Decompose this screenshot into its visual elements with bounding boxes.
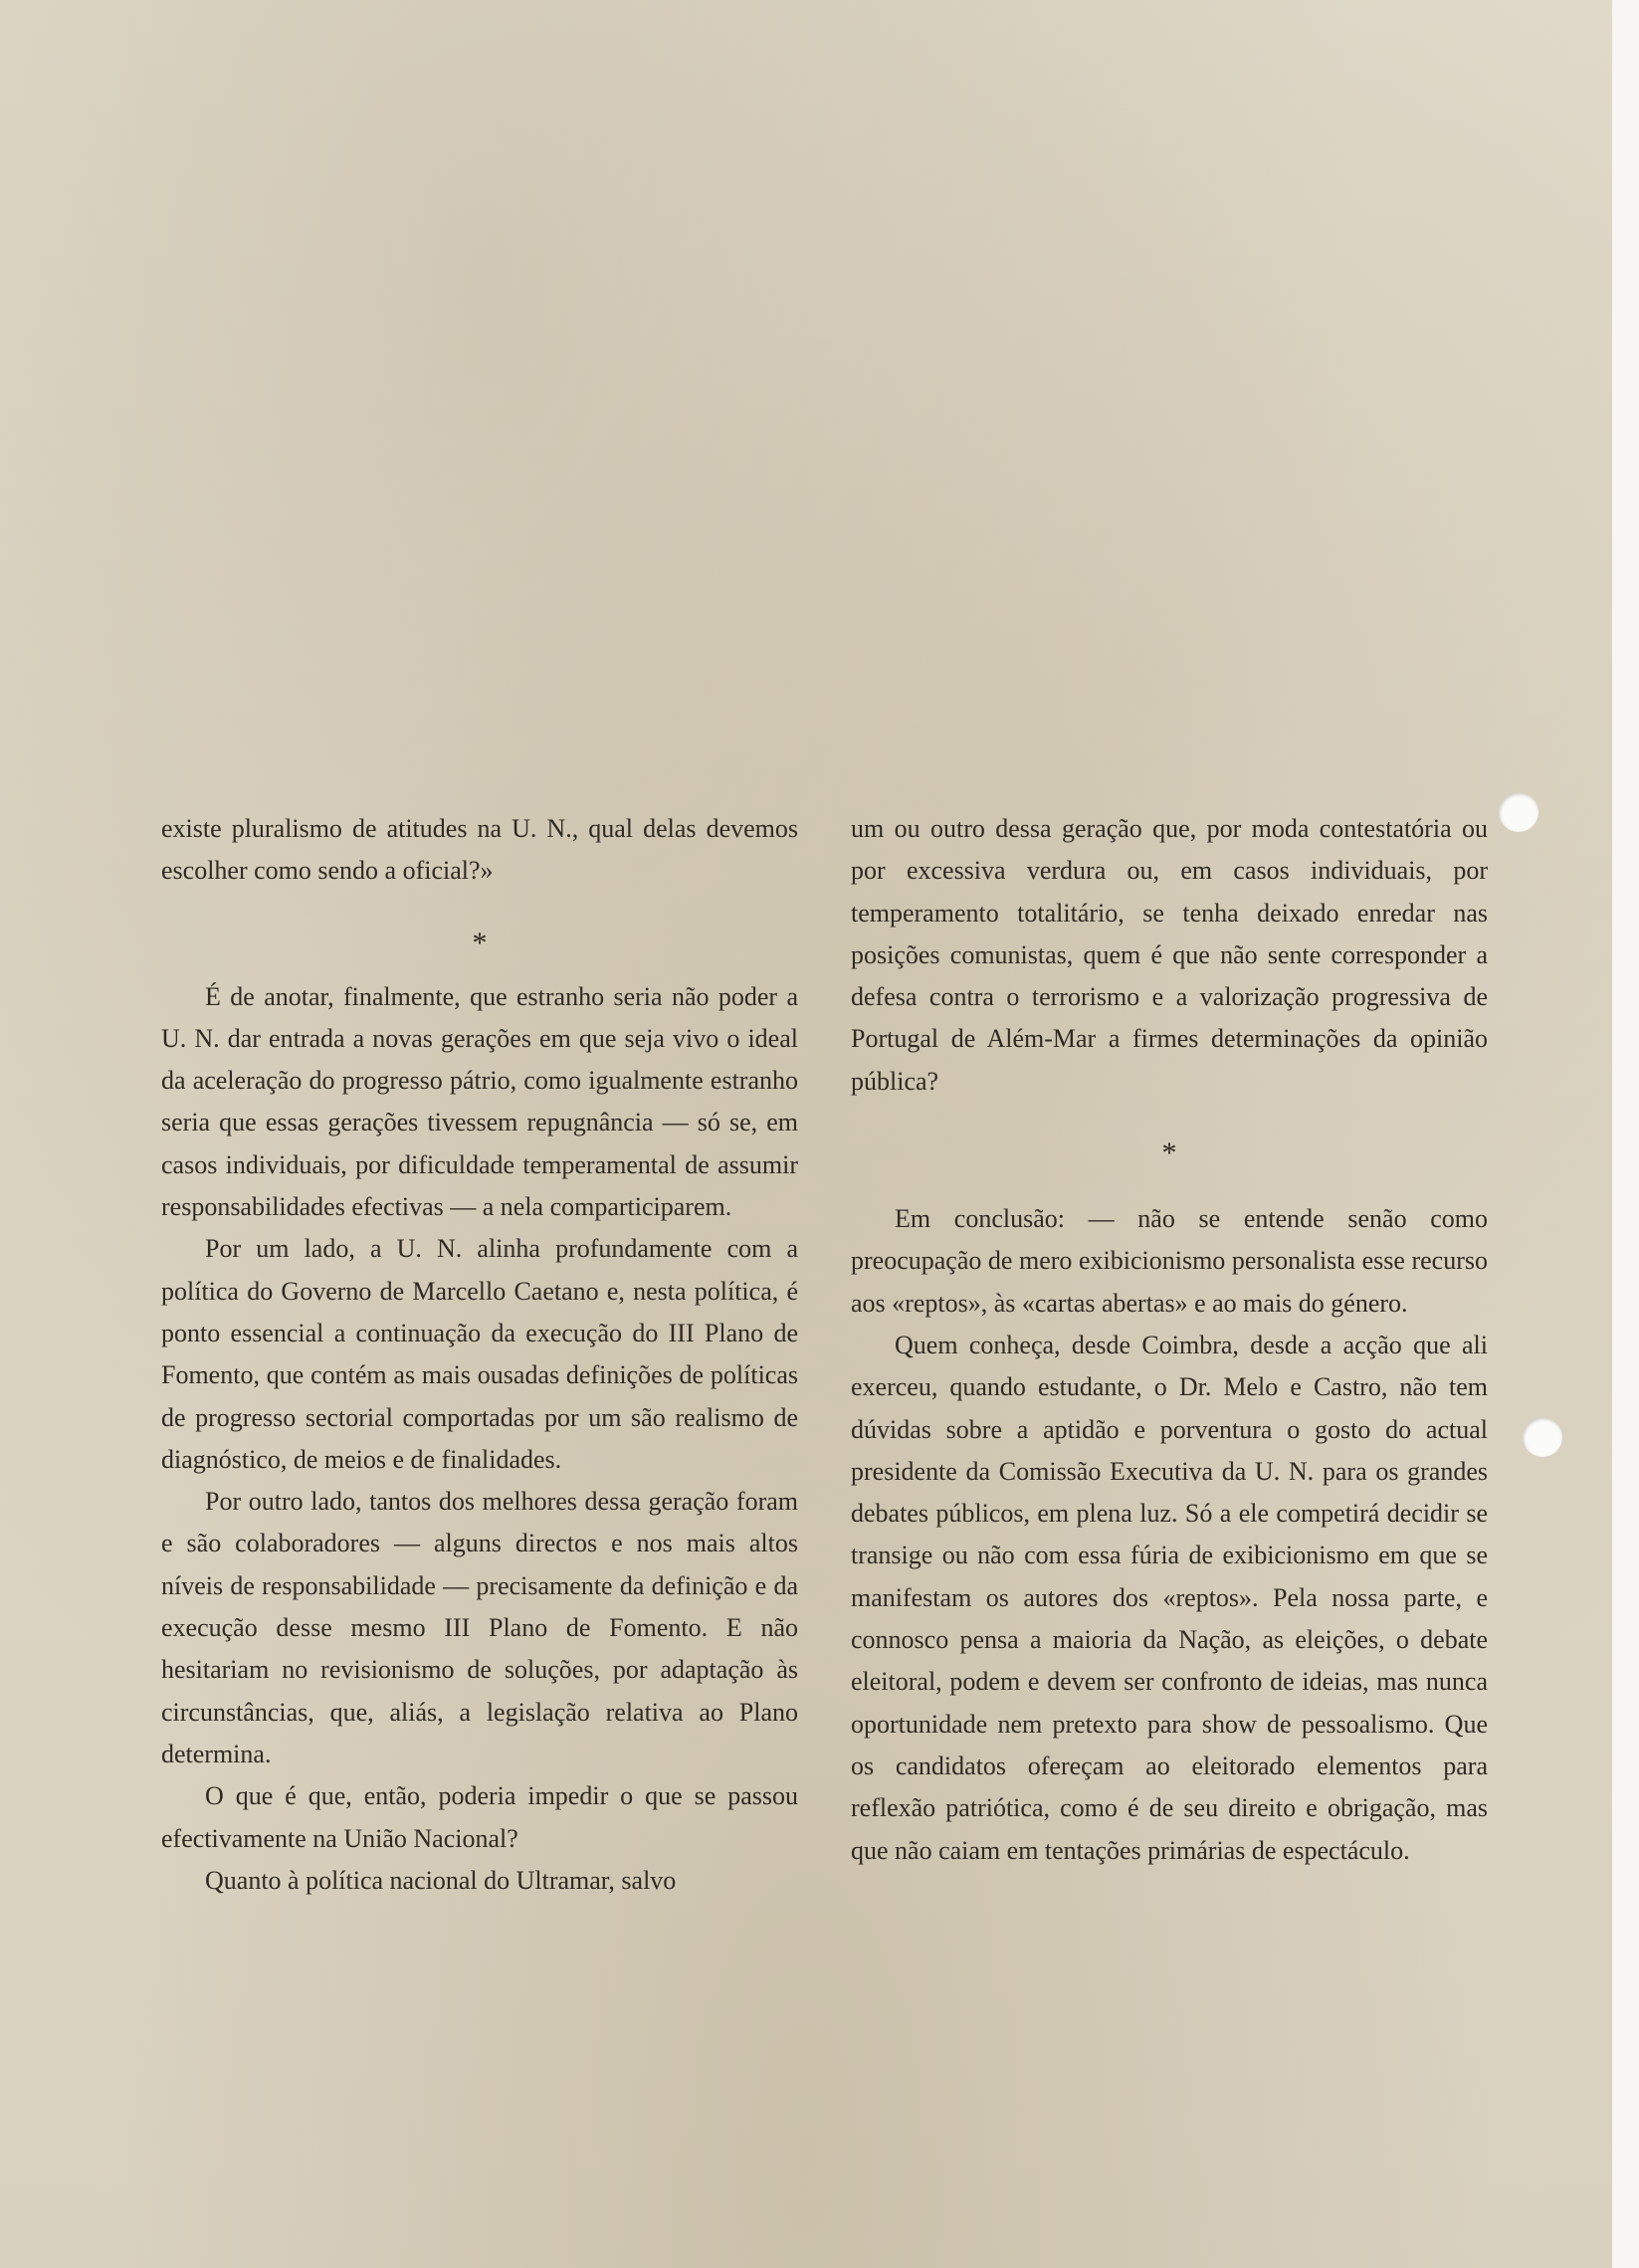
left-paragraph-6: Quanto à política nacional do Ultramar, salvo: [205, 1865, 677, 1895]
left-paragraph-1: existe pluralismo de atitudes na U. N., qual delas devemos escolher como sendo a oficial?»: [161, 814, 798, 886]
left-paragraph-3: Por um lado, a U. N. alinha profundamente com a política do Governo de Marcello Caetano e, nesta política, é ponto essencial a continuação da execução do III Plano de Fomento, que contém as mais ousadas definições de políticas de progresso sectorial comportadas por um são realismo de diagnóstico, de meios e de finalidades.: [161, 1234, 798, 1474]
scan-margin: [1612, 0, 1639, 2268]
right-paragraph-1: um ou outro dessa geração que, por moda contestatória ou por excessiva verdura ou, em casos individuais, por temperamento totalitário, se tenha deixado enredar nas posições comunistas, quem é que não sente corresponder a defesa contra o terrorismo e a valorização progressiva de Portugal de Além-Mar a firmes determinações da opinião pública?: [851, 814, 1488, 1096]
right-paragraph-2: Em conclusão: — não se entende senão como preocupação de mero exibicionismo personalista esse recurso aos «reptos», às «cartas abertas» e ao mais do género.: [851, 1204, 1488, 1318]
left-paragraph-4: Por outro lado, tantos dos melhores dessa geração foram e são colaboradores — alguns directos e nos mais altos níveis de responsabilidade — precisamente da definição e da execução desse mesmo III Plano de Fomento. E não hesitariam no revisionismo de soluções, por adaptação às circunstâncias, que, aliás, a legislação relativa ao Plano determina.: [161, 1487, 798, 1768]
left-column: [161, 808, 798, 1902]
section-separator-left: *: [472, 926, 488, 959]
section-separator-right: *: [1161, 1136, 1177, 1170]
right-column: [851, 808, 1488, 1872]
punch-hole-top: [1499, 792, 1538, 832]
punch-hole-bottom: [1523, 1417, 1562, 1457]
left-paragraph-5: O que é que, então, poderia impedir o que se passou efectivamente na União Nacional?: [161, 1781, 798, 1853]
right-paragraph-3: Quem conheça, desde Coimbra, desde a acção que ali exerceu, quando estudante, o Dr. Melo e Castro, não tem dúvidas sobre a aptidão e porventura o gosto do actual presidente da Comissão Executiva da U. N. para os grandes debates públicos, em plena luz. Só a ele competirá decidir se transige ou não com essa fúria de exibicionismo em que se manifestam os autores dos «reptos». Pela nossa parte, e connosco pensa a maioria da Nação, as eleições, o debate eleitoral, podem e devem ser confronto de ideias, mas nunca oportunidade nem pretexto para show de pessoalismo. Que os candidatos ofereçam ao eleitorado elementos para reflexão patriótica, como é de seu direito e obrigação, mas que não caiam em tentações primárias de espectáculo.: [851, 1330, 1488, 1865]
left-paragraph-2: É de anotar, finalmente, que estranho seria não poder a U. N. dar entrada a novas gerações em que seja vivo o ideal da aceleração do progresso pátrio, como igualmente estranho seria que essas gerações tivessem repugnância — só se, em casos individuais, por dificuldade temperamental de assumir responsabilidades efectivas — a nela comparticiparem.: [161, 981, 798, 1222]
